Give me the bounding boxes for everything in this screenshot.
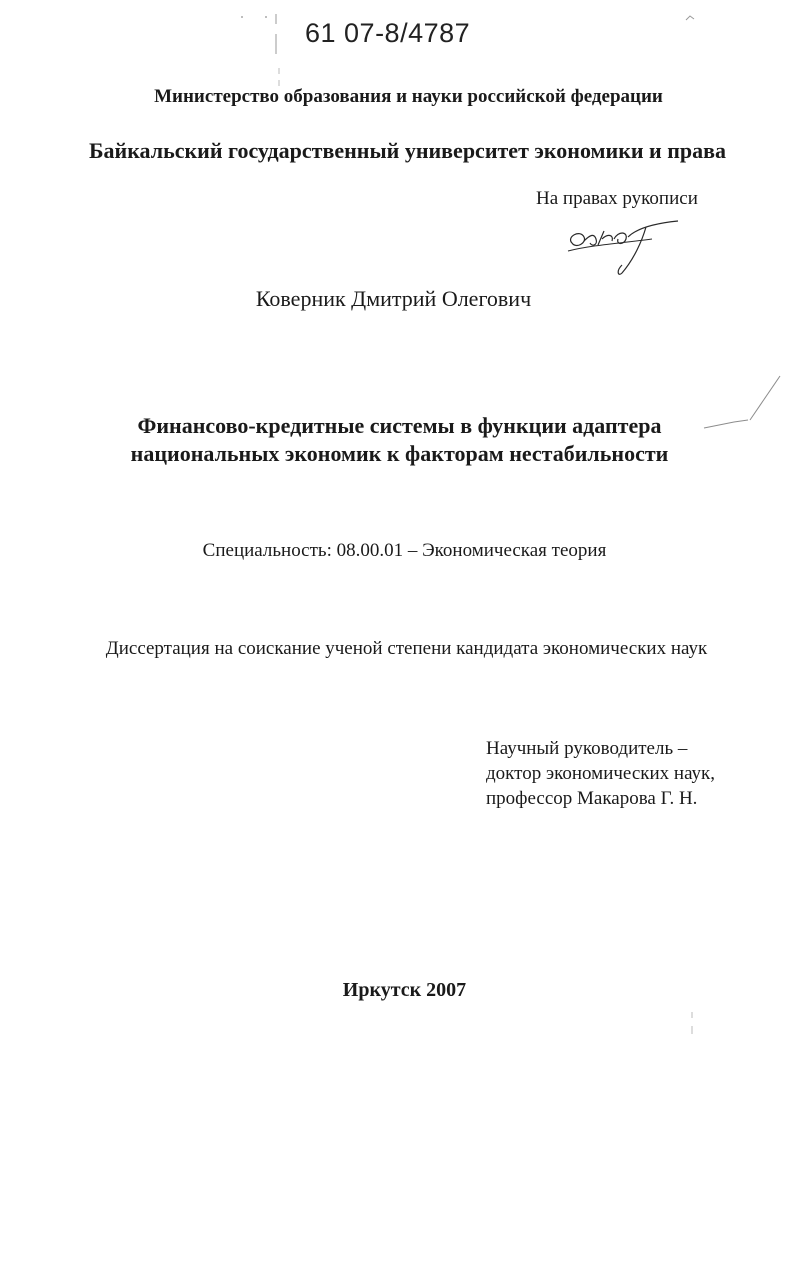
dissertation-title [0,412,799,468]
scan-artifact-bottom-right [686,1010,698,1040]
advisor-line-2: доктор экономических наук, [486,763,716,784]
scientific-advisor [486,736,715,811]
title-line-2: национальных экономик к факторам нестабильности [130,441,669,466]
advisor-line-1: Научный руководитель – [486,738,688,759]
scan-artifact-top-left [236,12,276,22]
scan-artifact-top-right [682,10,702,26]
title-line-1: Финансово-кредитные системы в функции адаптера [137,413,662,438]
scan-artifact-left-margin [270,10,284,90]
author-name: Коверник Дмитрий Олегович [255,286,532,311]
city-year: Иркутск 2007 [342,979,467,1001]
catalog-number: 61 07-8/4787 [305,18,471,48]
degree-statement: Диссертация на соискание ученой степени кандидата экономических наук [105,638,708,659]
specialty-line: Специальность: 08.00.01 – Экономическая теория [202,540,607,561]
manuscript-rights-note: На правах рукописи [536,188,698,209]
advisor-line-3: профессор Макарова Г. Н. [486,788,698,809]
handwritten-signature [562,215,682,277]
ministry-heading: Министерство образования и науки российской федерации [154,86,663,107]
university-heading: Байкальский государственный университет экономики и права [88,138,727,163]
